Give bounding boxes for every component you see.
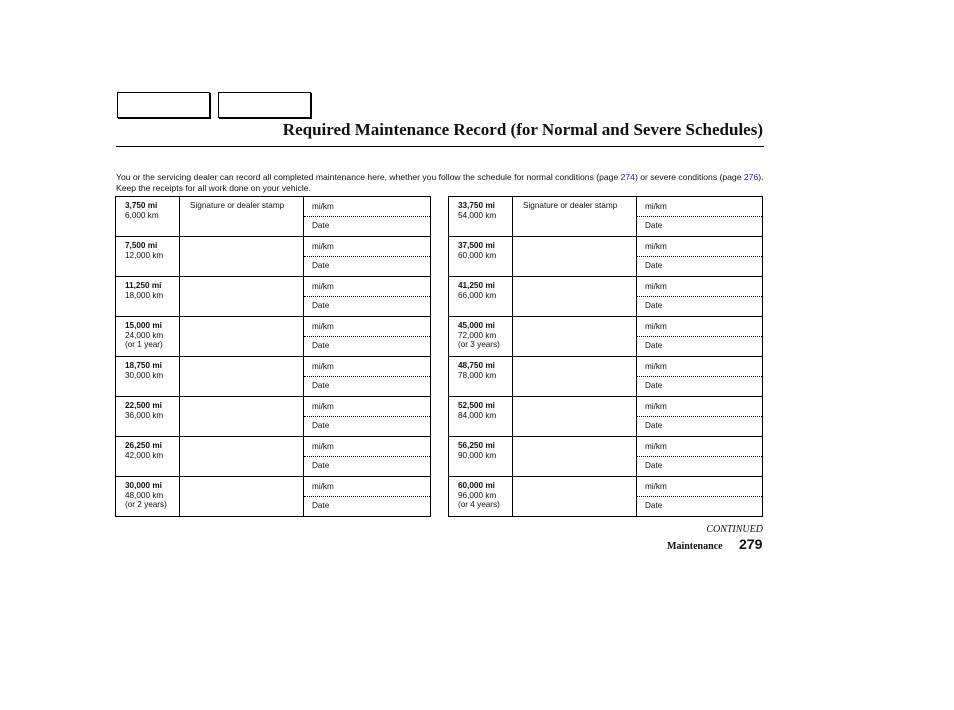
record-cell[interactable] — [637, 437, 763, 477]
date-label: Date — [645, 221, 663, 230]
mileage-cell — [449, 237, 513, 277]
dotted-divider — [637, 296, 762, 297]
page-title: Required Maintenance Record (for Normal and Severe Schedules) — [282, 120, 763, 139]
mikm-label: mi/km — [645, 482, 667, 491]
mileage-mi: 48,750 mi — [458, 361, 495, 370]
signature-cell[interactable] — [180, 357, 304, 397]
mileage-mi: 52,500 mi — [458, 401, 495, 410]
signature-cell[interactable] — [180, 437, 304, 477]
mileage-km: 66,000 km — [458, 290, 497, 300]
dotted-divider — [637, 416, 762, 417]
dotted-divider — [304, 336, 430, 337]
dotted-divider — [637, 216, 762, 217]
mileage-mi: 56,250 mi — [458, 441, 495, 450]
table-row — [116, 317, 431, 357]
signature-cell[interactable] — [513, 437, 637, 477]
title-divider — [116, 146, 764, 147]
table-row — [116, 357, 431, 397]
record-cell[interactable] — [304, 197, 431, 237]
record-cell[interactable] — [637, 357, 763, 397]
mileage-km: 18,000 km — [125, 290, 164, 300]
table-row — [116, 277, 431, 317]
date-label: Date — [312, 501, 330, 510]
intro-text-3: ). Keep the receipts for all work done on your vehicle. — [116, 172, 764, 193]
table-row — [449, 357, 763, 397]
maintenance-table-right — [448, 196, 763, 517]
intro-text-1: You or the servicing dealer can record all completed maintenance here, whether you follow the schedule for normal conditions (page — [116, 172, 621, 182]
mileage-cell — [449, 357, 513, 397]
table-row — [116, 477, 431, 517]
mileage-km: 36,000 km — [125, 410, 164, 420]
mileage-mi: 60,000 mi — [458, 481, 495, 490]
date-label: Date — [312, 381, 330, 390]
mileage-interval: (or 3 years) — [458, 340, 500, 350]
mileage-cell — [116, 437, 180, 477]
table-row — [116, 197, 431, 237]
dotted-divider — [637, 376, 762, 377]
mikm-label: mi/km — [312, 362, 334, 371]
mileage-km: 12,000 km — [125, 250, 164, 260]
continued-label: CONTINUED — [706, 524, 763, 535]
table-row — [449, 237, 763, 277]
mileage-km: 60,000 km — [458, 250, 497, 260]
section-name: Maintenance — [667, 541, 723, 552]
signature-cell[interactable] — [513, 477, 637, 517]
mileage-mi: 41,250 mi — [458, 281, 495, 290]
mileage-mi: 37,500 mi — [458, 241, 495, 250]
page-link-276[interactable]: 276 — [743, 172, 759, 182]
signature-cell[interactable] — [180, 477, 304, 517]
mileage-km: 54,000 km — [458, 210, 497, 220]
dotted-divider — [304, 456, 430, 457]
intro-paragraph — [116, 172, 764, 193]
date-label: Date — [645, 261, 663, 270]
date-label: Date — [312, 421, 330, 430]
dotted-divider — [637, 256, 762, 257]
date-label: Date — [645, 381, 663, 390]
mikm-label: mi/km — [645, 322, 667, 331]
record-cell[interactable] — [304, 397, 431, 437]
mileage-mi: 45,000 mi — [458, 321, 495, 330]
dotted-divider — [637, 496, 762, 497]
date-label: Date — [645, 301, 663, 310]
signature-cell[interactable] — [180, 197, 304, 237]
signature-cell[interactable] — [513, 357, 637, 397]
dotted-divider — [304, 416, 430, 417]
mileage-cell — [449, 277, 513, 317]
mileage-cell — [449, 317, 513, 357]
mileage-km: 6,000 km — [125, 210, 159, 220]
mileage-km: 84,000 km — [458, 410, 497, 420]
nav-button-prev[interactable] — [117, 92, 210, 118]
mikm-label: mi/km — [312, 402, 334, 411]
table-row — [116, 397, 431, 437]
signature-cell[interactable] — [513, 237, 637, 277]
signature-cell[interactable] — [180, 317, 304, 357]
record-cell[interactable] — [637, 477, 763, 517]
date-label: Date — [312, 261, 330, 270]
mileage-cell — [116, 317, 180, 357]
mileage-km: 78,000 km — [458, 370, 497, 380]
mileage-mi: 3,750 mi — [125, 201, 158, 210]
date-label: Date — [312, 461, 330, 470]
table-row — [449, 197, 763, 237]
dotted-divider — [637, 336, 762, 337]
dotted-divider — [304, 376, 430, 377]
mileage-km: 24,000 km — [125, 330, 164, 340]
page-link-274[interactable]: 274 — [620, 172, 635, 182]
record-cell[interactable] — [304, 357, 431, 397]
mileage-mi: 7,500 mi — [125, 241, 158, 250]
mileage-cell — [116, 397, 180, 437]
mileage-cell — [116, 357, 180, 397]
mileage-cell — [116, 477, 180, 517]
mikm-label: mi/km — [645, 402, 667, 411]
date-label: Date — [312, 341, 330, 350]
table-row — [116, 237, 431, 277]
mileage-cell — [449, 197, 513, 237]
record-cell[interactable] — [304, 317, 431, 357]
table-row — [449, 317, 763, 357]
table-row — [116, 437, 431, 477]
mikm-label: mi/km — [312, 202, 334, 211]
signature-cell[interactable] — [180, 277, 304, 317]
dotted-divider — [637, 456, 762, 457]
mikm-label: mi/km — [312, 482, 334, 491]
mikm-label: mi/km — [645, 242, 667, 251]
mileage-cell — [449, 477, 513, 517]
signature-cell[interactable] — [180, 397, 304, 437]
mikm-label: mi/km — [312, 322, 334, 331]
mileage-mi: 26,250 mi — [125, 441, 162, 450]
mikm-label: mi/km — [312, 282, 334, 291]
record-cell[interactable] — [637, 197, 763, 237]
dotted-divider — [304, 496, 430, 497]
mikm-label: mi/km — [645, 202, 667, 211]
record-cell[interactable] — [637, 397, 763, 437]
date-label: Date — [312, 301, 330, 310]
date-label: Date — [645, 421, 663, 430]
mikm-label: mi/km — [645, 282, 667, 291]
table-row — [449, 397, 763, 437]
mileage-km: 42,000 km — [125, 450, 164, 460]
mileage-km: 90,000 km — [458, 450, 497, 460]
signature-cell[interactable] — [180, 237, 304, 277]
record-cell[interactable] — [304, 277, 431, 317]
record-cell[interactable] — [637, 277, 763, 317]
mileage-interval: (or 4 years) — [458, 500, 500, 510]
mileage-interval: (or 2 years) — [125, 500, 167, 510]
mileage-km: 48,000 km — [125, 490, 164, 500]
mileage-cell — [116, 237, 180, 277]
mileage-cell — [116, 277, 180, 317]
record-cell[interactable] — [637, 317, 763, 357]
date-label: Date — [645, 341, 663, 350]
mileage-cell — [449, 437, 513, 477]
signature-cell[interactable] — [513, 197, 637, 237]
dotted-divider — [304, 216, 430, 217]
mileage-km: 72,000 km — [458, 330, 497, 340]
mikm-label: mi/km — [645, 362, 667, 371]
mileage-km: 96,000 km — [458, 490, 497, 500]
mileage-mi: 30,000 mi — [125, 481, 162, 490]
dotted-divider — [304, 256, 430, 257]
table-row — [449, 277, 763, 317]
dotted-divider — [304, 296, 430, 297]
mikm-label: mi/km — [312, 242, 334, 251]
intro-text-2: ) or severe conditions (page — [634, 172, 744, 182]
mileage-cell — [449, 397, 513, 437]
record-cell[interactable] — [304, 437, 431, 477]
signature-label: Signature or dealer stamp — [190, 201, 285, 210]
nav-button-next[interactable] — [218, 92, 311, 118]
date-label: Date — [645, 501, 663, 510]
mikm-label: mi/km — [312, 442, 334, 451]
signature-cell[interactable] — [513, 397, 637, 437]
signature-label: Signature or dealer stamp — [523, 201, 618, 210]
record-cell[interactable] — [304, 477, 431, 517]
signature-cell[interactable] — [513, 277, 637, 317]
table-row — [449, 477, 763, 517]
mileage-mi: 18,750 mi — [125, 361, 162, 370]
mikm-label: mi/km — [645, 442, 667, 451]
record-cell[interactable] — [304, 237, 431, 277]
page-number: 279 — [739, 536, 763, 552]
mileage-cell — [116, 197, 180, 237]
mileage-mi: 11,250 mi — [125, 281, 162, 290]
mileage-mi: 22,500 mi — [125, 401, 162, 410]
maintenance-table-left — [115, 196, 431, 517]
date-label: Date — [312, 221, 330, 230]
signature-cell[interactable] — [513, 317, 637, 357]
table-row — [449, 437, 763, 477]
mileage-mi: 15,000 mi — [125, 321, 162, 330]
mileage-mi: 33,750 mi — [458, 201, 495, 210]
mileage-interval: (or 1 year) — [125, 340, 163, 350]
date-label: Date — [645, 461, 663, 470]
mileage-km: 30,000 km — [125, 370, 164, 380]
record-cell[interactable] — [637, 237, 763, 277]
